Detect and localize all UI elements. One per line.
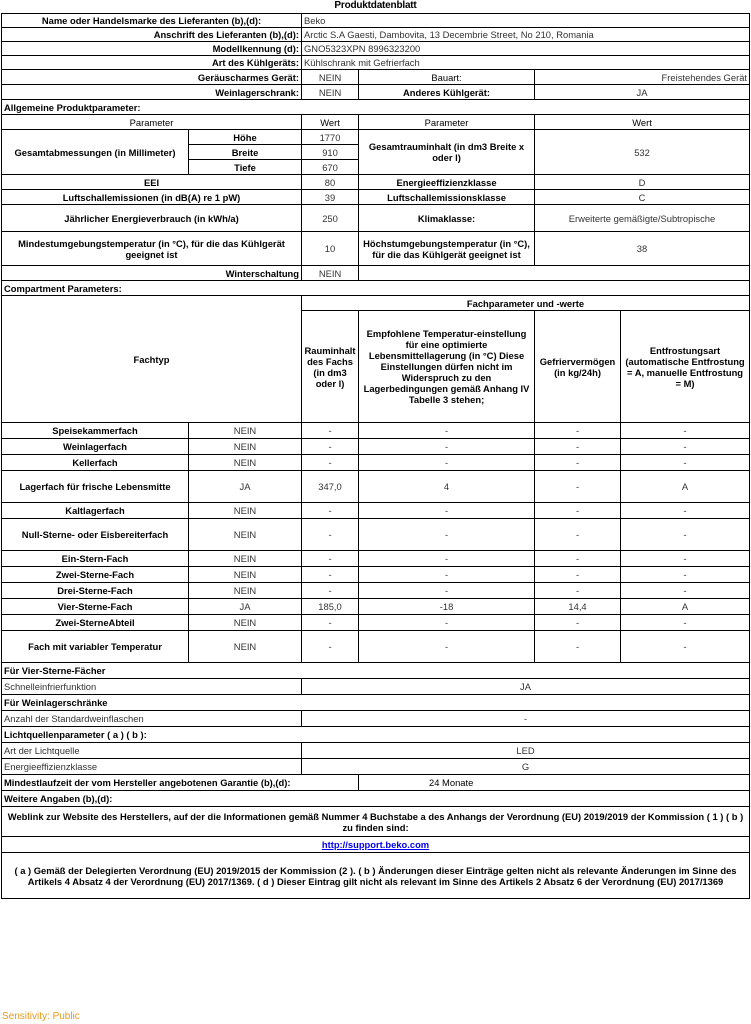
compartment-present: NEIN: [189, 503, 302, 519]
quiet-label: Geräuscharmes Gerät:: [2, 70, 302, 85]
energy-consumption-value: 250: [302, 205, 359, 232]
compartment-freeze: -: [535, 503, 621, 519]
general-header-value: Wert: [302, 115, 359, 130]
height-label: Höhe: [189, 130, 302, 145]
wine-bottles-label: Anzahl der Standardweinflaschen: [2, 711, 302, 727]
width-value: 910: [302, 145, 359, 160]
compartment-group-header: Fachparameter und -werte: [302, 296, 750, 311]
compartment-defrost: A: [621, 471, 750, 503]
noise-value: 39: [302, 190, 359, 205]
more-info-label: Weitere Angaben (b),(d):: [2, 791, 750, 807]
compartment-defrost: -: [621, 631, 750, 663]
compartment-row: [2, 423, 750, 439]
compartment-volume: -: [302, 631, 359, 663]
wine-section-label: Für Weinlagerschränke: [2, 695, 750, 711]
compartment-row: [2, 631, 750, 663]
compartment-volume-header: Rauminhalt des Fachs (in dm3 oder l): [302, 311, 359, 423]
general-header-parameter-2: Parameter: [359, 115, 535, 130]
weblink-text: Weblink zur Website des Herstellers, auf der die Informationen gemäß Nummer 4 Buchstabe a des Anhangs der Verordnung (EU) 2019/2019 der Kommission ( 1 ) ( b ) zu finden sind:: [2, 807, 750, 837]
compartment-freeze: -: [535, 455, 621, 471]
compartment-type: Weinlagerfach: [2, 439, 189, 455]
compartment-volume: -: [302, 503, 359, 519]
compartment-freeze: -: [535, 631, 621, 663]
appliance-type-value: Kühlschrank mit Gefrierfach: [302, 56, 750, 70]
compartment-type: Drei-Sterne-Fach: [2, 583, 189, 599]
sensitivity-label: Sensitivity: Public: [2, 1011, 80, 1022]
compartment-temp: -: [359, 519, 535, 551]
min-temp-label: Mindestumgebungstemperatur (in °C), für die das Kühlgerät geeignet ist: [2, 232, 302, 266]
compartment-defrost: A: [621, 599, 750, 615]
depth-label: Tiefe: [189, 160, 302, 175]
compartment-type: Kaltlagerfach: [2, 503, 189, 519]
bauart-value: Freistehendes Gerät: [535, 70, 750, 85]
compartment-type: Fach mit variabler Temperatur: [2, 631, 189, 663]
compartment-type: Ein-Stern-Fach: [2, 551, 189, 567]
compartment-row: [2, 599, 750, 615]
compartment-defrost: -: [621, 503, 750, 519]
wine-cabinet-label: Weinlagerschrank:: [2, 85, 302, 100]
model-label: Modellkennung (d):: [2, 42, 302, 56]
general-section-label: Allgemeine Produktparameter:: [2, 100, 750, 115]
support-link[interactable]: http://support.beko.com: [321, 839, 430, 850]
max-temp-value: 38: [535, 232, 750, 266]
volume-value: 532: [535, 130, 750, 175]
compartment-volume: -: [302, 551, 359, 567]
compartment-present: JA: [189, 471, 302, 503]
light-class-label: Energieeffizienzklasse: [2, 759, 302, 775]
compartment-present: JA: [189, 599, 302, 615]
appliance-type-label: Art des Kühlgeräts:: [2, 56, 302, 70]
quiet-value: NEIN: [302, 70, 359, 85]
compartment-row: [2, 455, 750, 471]
model-value: GNO5323XPN 8996323200: [302, 42, 750, 56]
general-header-value-2: Wert: [535, 115, 750, 130]
compartment-type: Zwei-Sterne-Fach: [2, 567, 189, 583]
compartment-defrost: -: [621, 455, 750, 471]
compartment-present: NEIN: [189, 631, 302, 663]
supplier-address-label: Anschrift des Lieferanten (b),(d):: [2, 28, 302, 42]
supplier-address-value: Arctic S.A Gaesti, Dambovita, 13 Decembrie Street, No 210, Romania: [302, 28, 750, 42]
compartment-temp: -: [359, 423, 535, 439]
compartment-freeze: 14,4: [535, 599, 621, 615]
depth-value: 670: [302, 160, 359, 175]
supplier-name-value: Beko: [302, 14, 750, 28]
compartment-present: NEIN: [189, 551, 302, 567]
compartment-freeze: -: [535, 567, 621, 583]
compartment-temp: -: [359, 551, 535, 567]
compartment-section-label: Compartment Parameters:: [2, 281, 750, 296]
compartment-temp: -: [359, 439, 535, 455]
compartment-row: [2, 567, 750, 583]
data-table: [1, 13, 750, 899]
compartment-freeze: -: [535, 551, 621, 567]
compartment-type: Speisekammerfach: [2, 423, 189, 439]
width-label: Breite: [189, 145, 302, 160]
supplier-name-label: Name oder Handelsmarke des Lieferanten (b),(d):: [2, 14, 302, 28]
compartment-row: [2, 615, 750, 631]
compartment-temp: -18: [359, 599, 535, 615]
compartment-temp-header: Empfohlene Temperatur-einstellung für eine optimierte Lebensmittellagerung (in °C) Diese Einstellungen dürfen nicht im Widerspruch zu den Lagerbedingungen gemäß Anhang IV Tabelle 3 stehen;: [359, 311, 535, 423]
compartment-volume: -: [302, 567, 359, 583]
quick-freeze-value: JA: [302, 679, 750, 695]
compartment-present: NEIN: [189, 455, 302, 471]
min-temp-value: 10: [302, 232, 359, 266]
compartment-row: [2, 519, 750, 551]
winter-value: NEIN: [302, 266, 359, 281]
general-header-parameter: Parameter: [2, 115, 302, 130]
energy-class-value: D: [535, 175, 750, 190]
compartment-freeze: -: [535, 615, 621, 631]
noise-label: Luftschallemissionen (in dB(A) re 1 pW): [2, 190, 302, 205]
compartment-freeze: -: [535, 583, 621, 599]
compartment-present: NEIN: [189, 439, 302, 455]
compartment-volume: -: [302, 583, 359, 599]
compartment-row: [2, 503, 750, 519]
max-temp-label: Höchstumgebungstemperatur (in °C), für die das Kühlgerät geeignet ist: [359, 232, 535, 266]
compartment-volume: 185,0: [302, 599, 359, 615]
compartment-present: NEIN: [189, 583, 302, 599]
winter-empty: [359, 266, 750, 281]
compartment-freeze-header: Gefriervermögen (in kg/24h): [535, 311, 621, 423]
compartment-defrost: -: [621, 583, 750, 599]
compartment-present: NEIN: [189, 567, 302, 583]
compartment-freeze: -: [535, 519, 621, 551]
weblink-cell: [2, 837, 750, 853]
compartment-freeze: -: [535, 439, 621, 455]
compartment-defrost-header: Entfrostungsart (automatische Entfrostung = A, manuelle Entfrostung = M): [621, 311, 750, 423]
light-type-value: LED: [302, 743, 750, 759]
noise-class-value: C: [535, 190, 750, 205]
compartment-volume: -: [302, 519, 359, 551]
compartment-defrost: -: [621, 439, 750, 455]
energy-consumption-label: Jährlicher Energieverbrauch (in kWh/a): [2, 205, 302, 232]
warranty-value: 24 Monate: [359, 775, 750, 791]
eei-value: 80: [302, 175, 359, 190]
light-type-label: Art der Lichtquelle: [2, 743, 302, 759]
warranty-label: Mindestlaufzeit der vom Hersteller angebotenen Garantie (b),(d):: [2, 775, 359, 791]
quick-freeze-label: Schnelleinfrierfunktion: [2, 679, 302, 695]
compartment-type: Null-Sterne- oder Eisbereiterfach: [2, 519, 189, 551]
compartment-defrost: -: [621, 423, 750, 439]
compartment-type: Zwei-SterneAbteil: [2, 615, 189, 631]
compartment-volume: -: [302, 423, 359, 439]
compartment-volume: -: [302, 615, 359, 631]
sheet-title: Produktdatenblatt: [334, 0, 417, 11]
compartment-volume: -: [302, 439, 359, 455]
wine-cabinet-value: NEIN: [302, 85, 359, 100]
dimensions-label: Gesamtabmessungen (in Millimeter): [2, 130, 189, 175]
compartment-defrost: -: [621, 567, 750, 583]
compartment-defrost: -: [621, 551, 750, 567]
compartment-row: [2, 583, 750, 599]
noise-class-label: Luftschallemissionsklasse: [359, 190, 535, 205]
four-star-section-label: Für Vier-Sterne-Fächer: [2, 663, 750, 679]
climate-class-value: Erweiterte gemäßigte/Subtropische: [535, 205, 750, 232]
compartment-temp: -: [359, 631, 535, 663]
compartment-temp: -: [359, 455, 535, 471]
wine-bottles-value: -: [302, 711, 750, 727]
footnote-text: ( a ) Gemäß der Delegierten Verordnung (EU) 2019/2015 der Kommission (2 ). ( b ) Änderungen dieser Einträge gelten nicht als relevante Änderungen im Sinne des Artikels 4 Absatz 4 der Verordnung (EU) 2017/1369. ( d ) Dieser Eintrag gilt nicht als relevant im Sinne des Artikels 2 Absatz 6 der Verordnung (EU) 2017/1369: [2, 853, 750, 899]
bauart-label: Bauart:: [359, 70, 535, 85]
compartment-temp: -: [359, 615, 535, 631]
light-class-value: G: [302, 759, 750, 775]
compartment-temp: -: [359, 567, 535, 583]
compartment-temp: -: [359, 583, 535, 599]
compartment-temp: 4: [359, 471, 535, 503]
winter-label: Winterschaltung: [2, 266, 302, 281]
height-value: 1770: [302, 130, 359, 145]
compartment-present: NEIN: [189, 519, 302, 551]
compartment-temp: -: [359, 503, 535, 519]
volume-label: Gesamtrauminhalt (in dm3 Breite x oder l): [359, 130, 535, 175]
climate-class-label: Klimaklasse:: [359, 205, 535, 232]
energy-class-label: Energieeffizienzklasse: [359, 175, 535, 190]
compartment-row: [2, 551, 750, 567]
compartment-freeze: -: [535, 423, 621, 439]
compartment-freeze: -: [535, 471, 621, 503]
light-section-label: Lichtquellenparameter ( a ) ( b ):: [2, 727, 750, 743]
compartment-volume: 347,0: [302, 471, 359, 503]
compartment-row: [2, 439, 750, 455]
compartment-volume: -: [302, 455, 359, 471]
compartment-type-header: Fachtyp: [2, 296, 302, 423]
compartment-type: Vier-Sterne-Fach: [2, 599, 189, 615]
compartment-defrost: -: [621, 615, 750, 631]
compartment-type: Kellerfach: [2, 455, 189, 471]
compartment-type: Lagerfach für frische Lebensmitte: [2, 471, 189, 503]
compartment-row: [2, 471, 750, 503]
compartment-defrost: -: [621, 519, 750, 551]
compartment-present: NEIN: [189, 615, 302, 631]
compartment-present: NEIN: [189, 423, 302, 439]
other-appliance-value: JA: [535, 85, 750, 100]
eei-label: EEI: [2, 175, 302, 190]
other-appliance-label: Anderes Kühlgerät:: [359, 85, 535, 100]
